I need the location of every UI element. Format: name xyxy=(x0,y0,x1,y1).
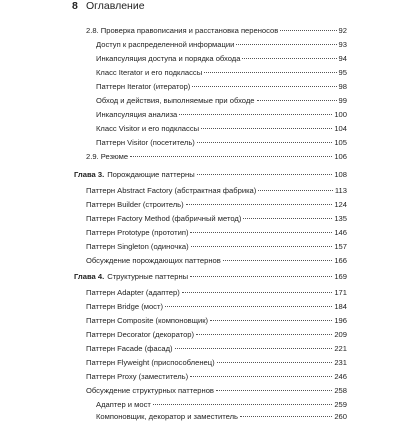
dot-leader xyxy=(204,72,336,73)
toc-entry xyxy=(86,330,347,340)
toc-entry-page: 113 xyxy=(334,186,347,195)
toc-entry-title: Компоновщик, декоратор и заместитель xyxy=(96,412,238,421)
toc-entry-page: 157 xyxy=(334,242,347,251)
toc-entry xyxy=(86,316,347,326)
dot-leader xyxy=(210,320,332,321)
page-number: 8 xyxy=(72,0,78,12)
toc-entry-title: Инкапсуляция доступа и порядка обхода xyxy=(96,54,241,63)
toc-entry-title: 2.8. Проверка правописания и расстановка переносов xyxy=(86,26,279,35)
toc-entry-title: Обсуждение структурных паттернов xyxy=(86,386,214,395)
toc-entry-page: 146 xyxy=(334,228,347,237)
toc-entry xyxy=(86,302,347,312)
dot-leader xyxy=(201,128,332,129)
toc-entry xyxy=(86,256,347,266)
chapter-label: Глава 4. xyxy=(74,272,105,281)
dot-leader xyxy=(258,190,333,191)
toc-entry xyxy=(86,344,347,354)
toc-entry-page: 99 xyxy=(338,96,347,105)
toc-entry-subsection xyxy=(96,124,347,134)
toc-entry-title: Паттерн Singleton (одиночка) xyxy=(86,242,189,251)
dot-leader xyxy=(153,404,332,405)
dot-leader xyxy=(197,142,332,143)
dot-leader xyxy=(191,246,333,247)
dot-leader xyxy=(217,362,333,363)
toc-entry-title: Паттерн Flyweight (приспособленец) xyxy=(86,358,215,367)
toc-entry-subsection xyxy=(96,68,347,78)
toc-entry xyxy=(86,358,347,368)
toc-entry-title: Доступ к распределенной информации xyxy=(96,40,235,49)
toc-entry-subsection xyxy=(96,110,347,120)
dot-leader xyxy=(175,348,333,349)
toc-entry-page: 95 xyxy=(338,68,347,77)
toc-entry-subsection xyxy=(96,54,347,64)
dot-leader xyxy=(242,58,336,59)
toc-entry-title: Паттерн Bridge (мост) xyxy=(86,302,163,311)
dot-leader xyxy=(182,292,333,293)
toc-entry-subsection xyxy=(96,138,347,148)
toc-entry-page: 169 xyxy=(334,272,347,281)
dot-leader xyxy=(197,174,333,175)
dot-leader xyxy=(192,86,336,87)
chapter-label: Глава 3. xyxy=(74,170,105,179)
dot-leader xyxy=(243,218,332,219)
toc-entry xyxy=(86,200,347,210)
toc-entry-page: 171 xyxy=(334,288,347,297)
dot-leader xyxy=(216,390,332,391)
toc-entry-title: Паттерн Iterator (итератор) xyxy=(96,82,191,91)
toc-entry-page: 246 xyxy=(334,372,347,381)
toc-entry-title: 2.9. Резюме xyxy=(86,152,129,161)
toc-entry-page: 135 xyxy=(334,214,347,223)
toc-entry-page: 209 xyxy=(334,330,347,339)
toc-entry-page: 105 xyxy=(334,138,347,147)
toc-entry-title: Паттерн Visitor (посетитель) xyxy=(96,138,195,147)
toc-entry-title: Адаптер и мост xyxy=(96,400,151,409)
toc-entry-section xyxy=(86,26,347,36)
toc-entry-page: 166 xyxy=(334,256,347,265)
toc-entry xyxy=(86,372,347,382)
toc-entry-title: Класс Visitor и его подклассы xyxy=(96,124,200,133)
toc-entry-page: 259 xyxy=(334,400,347,409)
toc-entry-page: 184 xyxy=(334,302,347,311)
dot-leader xyxy=(165,306,332,307)
dot-leader xyxy=(257,100,337,101)
toc-entry-page: 108 xyxy=(334,170,347,179)
toc-entry-page: 196 xyxy=(334,316,347,325)
toc-entry-page: 124 xyxy=(334,200,347,209)
toc-entry-page: 100 xyxy=(334,110,347,119)
toc-entry-chapter xyxy=(74,170,347,180)
dot-leader xyxy=(179,114,332,115)
toc-entry-page: 258 xyxy=(334,386,347,395)
toc-entry-title: Паттерн Decorator (декоратор) xyxy=(86,330,195,339)
dot-leader xyxy=(240,416,332,417)
toc-entry-page: 104 xyxy=(334,124,347,133)
toc-entry-page: 92 xyxy=(338,26,347,35)
running-head: Оглавление xyxy=(86,0,145,12)
toc-entry xyxy=(86,242,347,252)
toc-entry-subsection xyxy=(96,400,347,410)
toc-entry-title: Обсуждение порождающих паттернов xyxy=(86,256,221,265)
toc-entry-page: 93 xyxy=(338,40,347,49)
toc-entry-title: Паттерн Facade (фасад) xyxy=(86,344,173,353)
toc-entry-page: 221 xyxy=(334,344,347,353)
chapter-title: Структурные паттерны xyxy=(107,272,189,281)
toc-entry-page: 106 xyxy=(334,152,347,161)
dot-leader xyxy=(130,156,332,157)
toc-entry-title: Паттерн Factory Method (фабричный метод) xyxy=(86,214,242,223)
toc-entry-title: Паттерн Prototype (прототип) xyxy=(86,228,189,237)
toc-entry-title: Обход и действия, выполняемые при обходе xyxy=(96,96,255,105)
toc-entry-page: 260 xyxy=(334,412,347,421)
toc-entry xyxy=(86,228,347,238)
toc-entry-title: Инкапсуляция анализа xyxy=(96,110,178,119)
dot-leader xyxy=(190,276,332,277)
toc-entry-title: Паттерн Composite (компоновщик) xyxy=(86,316,209,325)
toc-entry xyxy=(86,186,347,196)
toc-entry xyxy=(86,386,347,396)
toc-entry-section xyxy=(86,152,347,162)
dot-leader xyxy=(196,334,332,335)
toc-entry-page: 94 xyxy=(338,54,347,63)
dot-leader xyxy=(223,260,333,261)
toc-entry-subsection xyxy=(96,40,347,50)
dot-leader xyxy=(190,232,332,233)
dot-leader xyxy=(236,44,336,45)
toc-entry-page: 98 xyxy=(338,82,347,91)
toc-entry-subsection xyxy=(96,82,347,92)
toc-entry-subsection xyxy=(96,412,347,422)
toc-entry-title: Паттерн Builder (строитель) xyxy=(86,200,184,209)
toc-entry-title: Паттерн Adapter (адаптер) xyxy=(86,288,180,297)
toc-entry-page: 231 xyxy=(334,358,347,367)
toc-entry xyxy=(86,214,347,224)
toc-entry-title: Класс Iterator и его подклассы xyxy=(96,68,203,77)
chapter-title: Порождающие паттерны xyxy=(107,170,195,179)
toc-entry-chapter xyxy=(74,272,347,282)
toc-entry-title: Паттерн Abstract Factory (абстрактная фабрика) xyxy=(86,186,257,195)
dot-leader xyxy=(280,30,336,31)
toc-entry-title: Паттерн Proxy (заместитель) xyxy=(86,372,189,381)
dot-leader xyxy=(190,376,332,377)
toc-entry xyxy=(86,288,347,298)
toc-entry-subsection xyxy=(96,96,347,106)
dot-leader xyxy=(186,204,333,205)
